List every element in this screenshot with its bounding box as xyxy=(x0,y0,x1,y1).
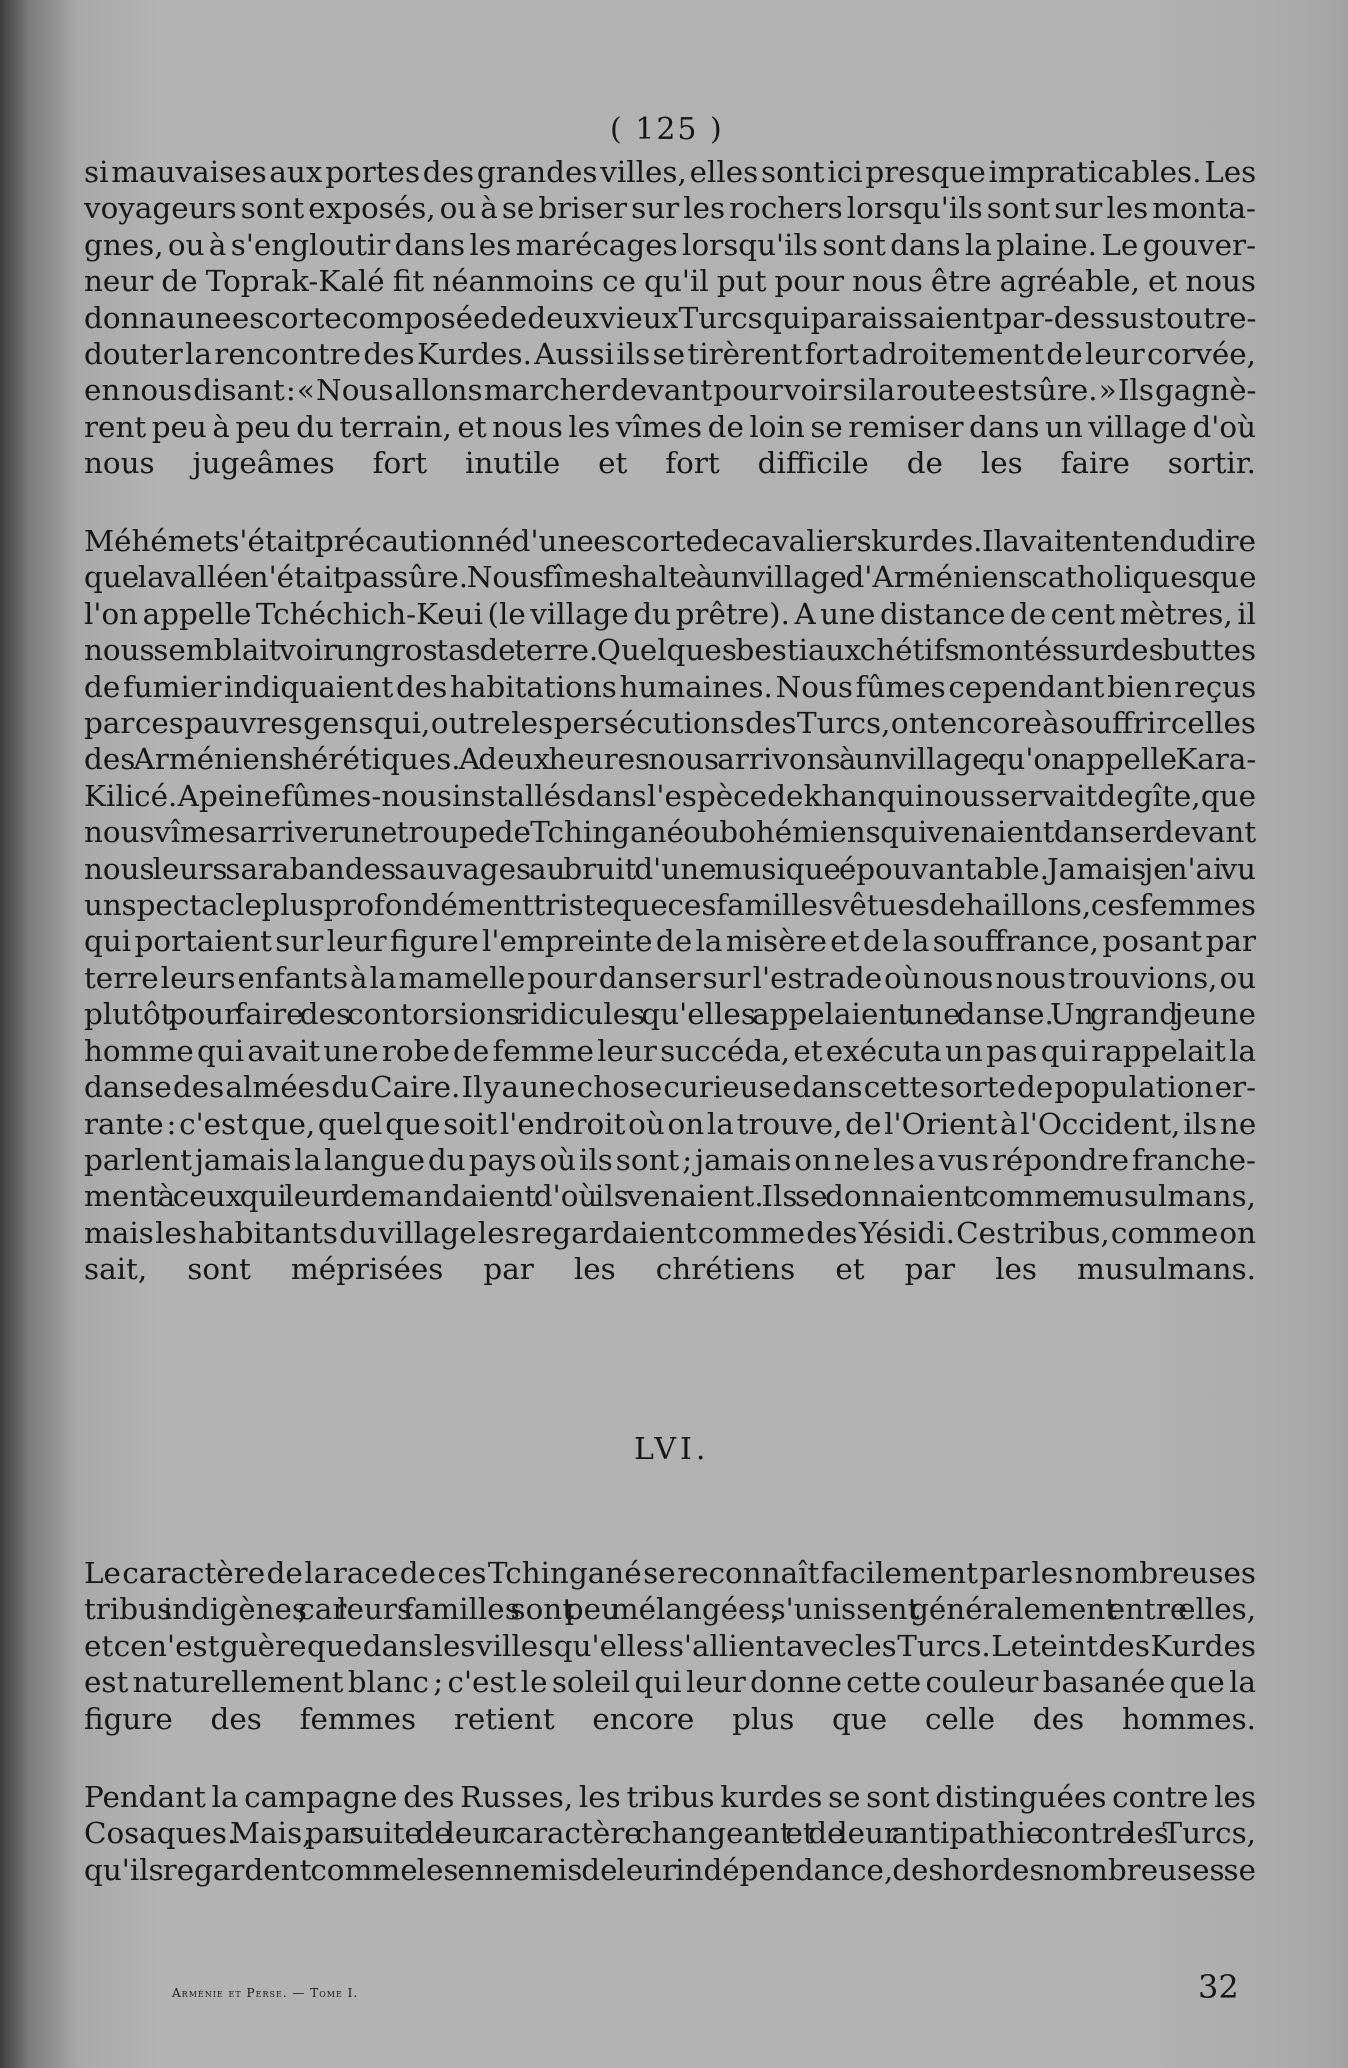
paragraph-line: que la vallée n'était pas sûre. Nous fîmes halte à un village d'Arméniens catholiques que xyxy=(84,560,1257,595)
paragraph-line: homme qui avait une robe de femme leur succéda, et exécuta un pas qui rappelait la xyxy=(84,1033,1256,1068)
paragraph-line: est naturellement blanc ; c'est le soleil qui leur donne cette couleur basanée que la xyxy=(84,1665,1257,1700)
paragraph-line: mais les habitants du village les regardaient comme des Yésidi. Ces tribus, comme on xyxy=(84,1215,1257,1250)
paragraph-line: un spectacle plus profondément triste que ces familles vêtues de haillons, ces femmes xyxy=(84,888,1256,923)
paragraph-line: sait, sont méprisées par les chrétiens et par les musulmans. xyxy=(84,1252,1256,1287)
signature-number: 32 xyxy=(1198,1968,1239,2006)
paragraph-line: et ce n'est guère que dans les villes qu'elles s'allient avec les Turcs. Le teint des Kurdes xyxy=(84,1628,1257,1663)
paragraph-line: Kilicé. A peine fûmes-nous installés dans l'espèce de khan qui nous servait de gîte, que xyxy=(84,778,1256,813)
paragraph-line: par ces pauvres gens qui, outre les persécutions des Turcs, ont encore à souffrir celles xyxy=(84,706,1256,741)
paragraph-line: rent peu à peu du terrain, et nous les vîmes de loin se remiser dans un village d'où xyxy=(84,409,1256,444)
paragraph-line: parlent jamais la langue du pays où ils sont ; jamais on ne les a vus répondre franche- xyxy=(84,1142,1256,1177)
paragraph-line: Cosaques. Mais, par suite de leur caractère changeant et de leur antipathie contre les Turcs, xyxy=(84,1816,1256,1851)
paragraph-line: nous vîmes arriver une troupe de Tchingané ou bohémiens qui venaient danser devant xyxy=(84,815,1257,850)
paragraph-line: terre leurs enfants à la mamelle pour danser sur l'estrade où nous nous trouvions, ou xyxy=(84,960,1257,995)
paragraph-line: de fumier indiquaient des habitations humaines. Nous fûmes cependant bien reçus xyxy=(84,669,1257,704)
paragraph-4 xyxy=(84,1779,1256,1888)
paragraph-line: neur de Toprak-Kalé fit néanmoins ce qu'il put pour nous être agréable, et nous xyxy=(84,264,1256,299)
paragraph-line: donna une escorte composée de deux vieux Turcs qui paraissaient par-dessus tout re- xyxy=(84,300,1257,335)
paragraph-line: figure des femmes retient encore plus que celle des hommes. xyxy=(84,1701,1256,1736)
paragraph-line: si mauvaises aux portes des grandes villes, elles sont ici presque impraticables. Les xyxy=(84,155,1257,189)
paragraph-line: qu'ils regardent comme les ennemis de leur indépendance, des hordes nombreuses se xyxy=(84,1852,1256,1887)
paragraph-line: tribus indigènes ; car leurs familles sont peu mélangées, s'unissent généralement entre elles, xyxy=(84,1592,1257,1627)
paragraph-line: ment à ceux qui leur demandaient d'où ils venaient. Ils se donnaient comme musulmans, xyxy=(84,1179,1256,1214)
paragraph-line: Le caractère de la race de ces Tchingané se reconnaît facilement par les nombreuses xyxy=(84,1556,1256,1590)
paragraph-2 xyxy=(84,523,1256,1288)
paragraph-line: nous leurs sarabandes sauvages au bruit d'une musique épouvantable. Jamais je n'ai vu xyxy=(84,851,1256,886)
paragraph-line: en nous disant : « Nous allons marcher devant pour voir si la route est sûre. » Ils gagnè- xyxy=(84,373,1257,408)
paragraph-3 xyxy=(84,1555,1256,1737)
paragraph-line: Pendant la campagne des Russes, les tribus kurdes se sont distinguées contre les xyxy=(84,1780,1256,1814)
paragraph-1 xyxy=(84,154,1256,482)
paragraph-line: plutôt pour faire des contorsions ridicules qu'elles appelaient une danse. Un grand jeune xyxy=(84,997,1256,1032)
paragraph-line: danse des almées du Caire. Il y a une chose curieuse dans cette sorte de population er- xyxy=(84,1070,1256,1105)
paragraph-line: douter la rencontre des Kurdes. Aussi ils se tirèrent fort adroitement de leur corvée, xyxy=(84,337,1256,372)
paragraph-line: qui portaient sur leur figure l'empreinte de la misère et de la souffrance, posant par xyxy=(84,924,1256,959)
paragraph-line: gnes, ou à s'engloutir dans les marécages lorsqu'ils sont dans la plaine. Le gouver- xyxy=(84,227,1256,262)
page-number: ( 125 ) xyxy=(610,112,724,147)
paragraph-line: nous jugeâmes fort inutile et fort difficile de les faire sortir. xyxy=(84,446,1256,481)
paragraph-line: l'on appelle Tchéchich-Keui (le village du prêtre). A une distance de cent mètres, il xyxy=(84,596,1256,631)
paragraph-line: rante : c'est que, quel que soit l'endroit où on la trouve, de l'Orient à l'Occident, ils ne xyxy=(84,1106,1257,1141)
paragraph-line: Méhémet s'était précautionné d'une escorte de cavaliers kurdes. Il avait entendu dire xyxy=(84,524,1256,558)
footer-label: Arménie et Perse. — Tome I. xyxy=(172,1986,359,2000)
paragraph-line: nous semblait voir un gros tas de terre. Quelques bestiaux chétifs montés sur des buttes xyxy=(84,633,1257,668)
paragraph-line: des Arméniens hérétiques. A deux heures nous arrivons à un village qu'on appelle Kara- xyxy=(84,742,1257,777)
paragraph-line: voyageurs sont exposés, ou à se briser sur les rochers lorsqu'ils sont sur les monta- xyxy=(84,191,1256,226)
section-heading: LVI. xyxy=(634,1432,710,1467)
